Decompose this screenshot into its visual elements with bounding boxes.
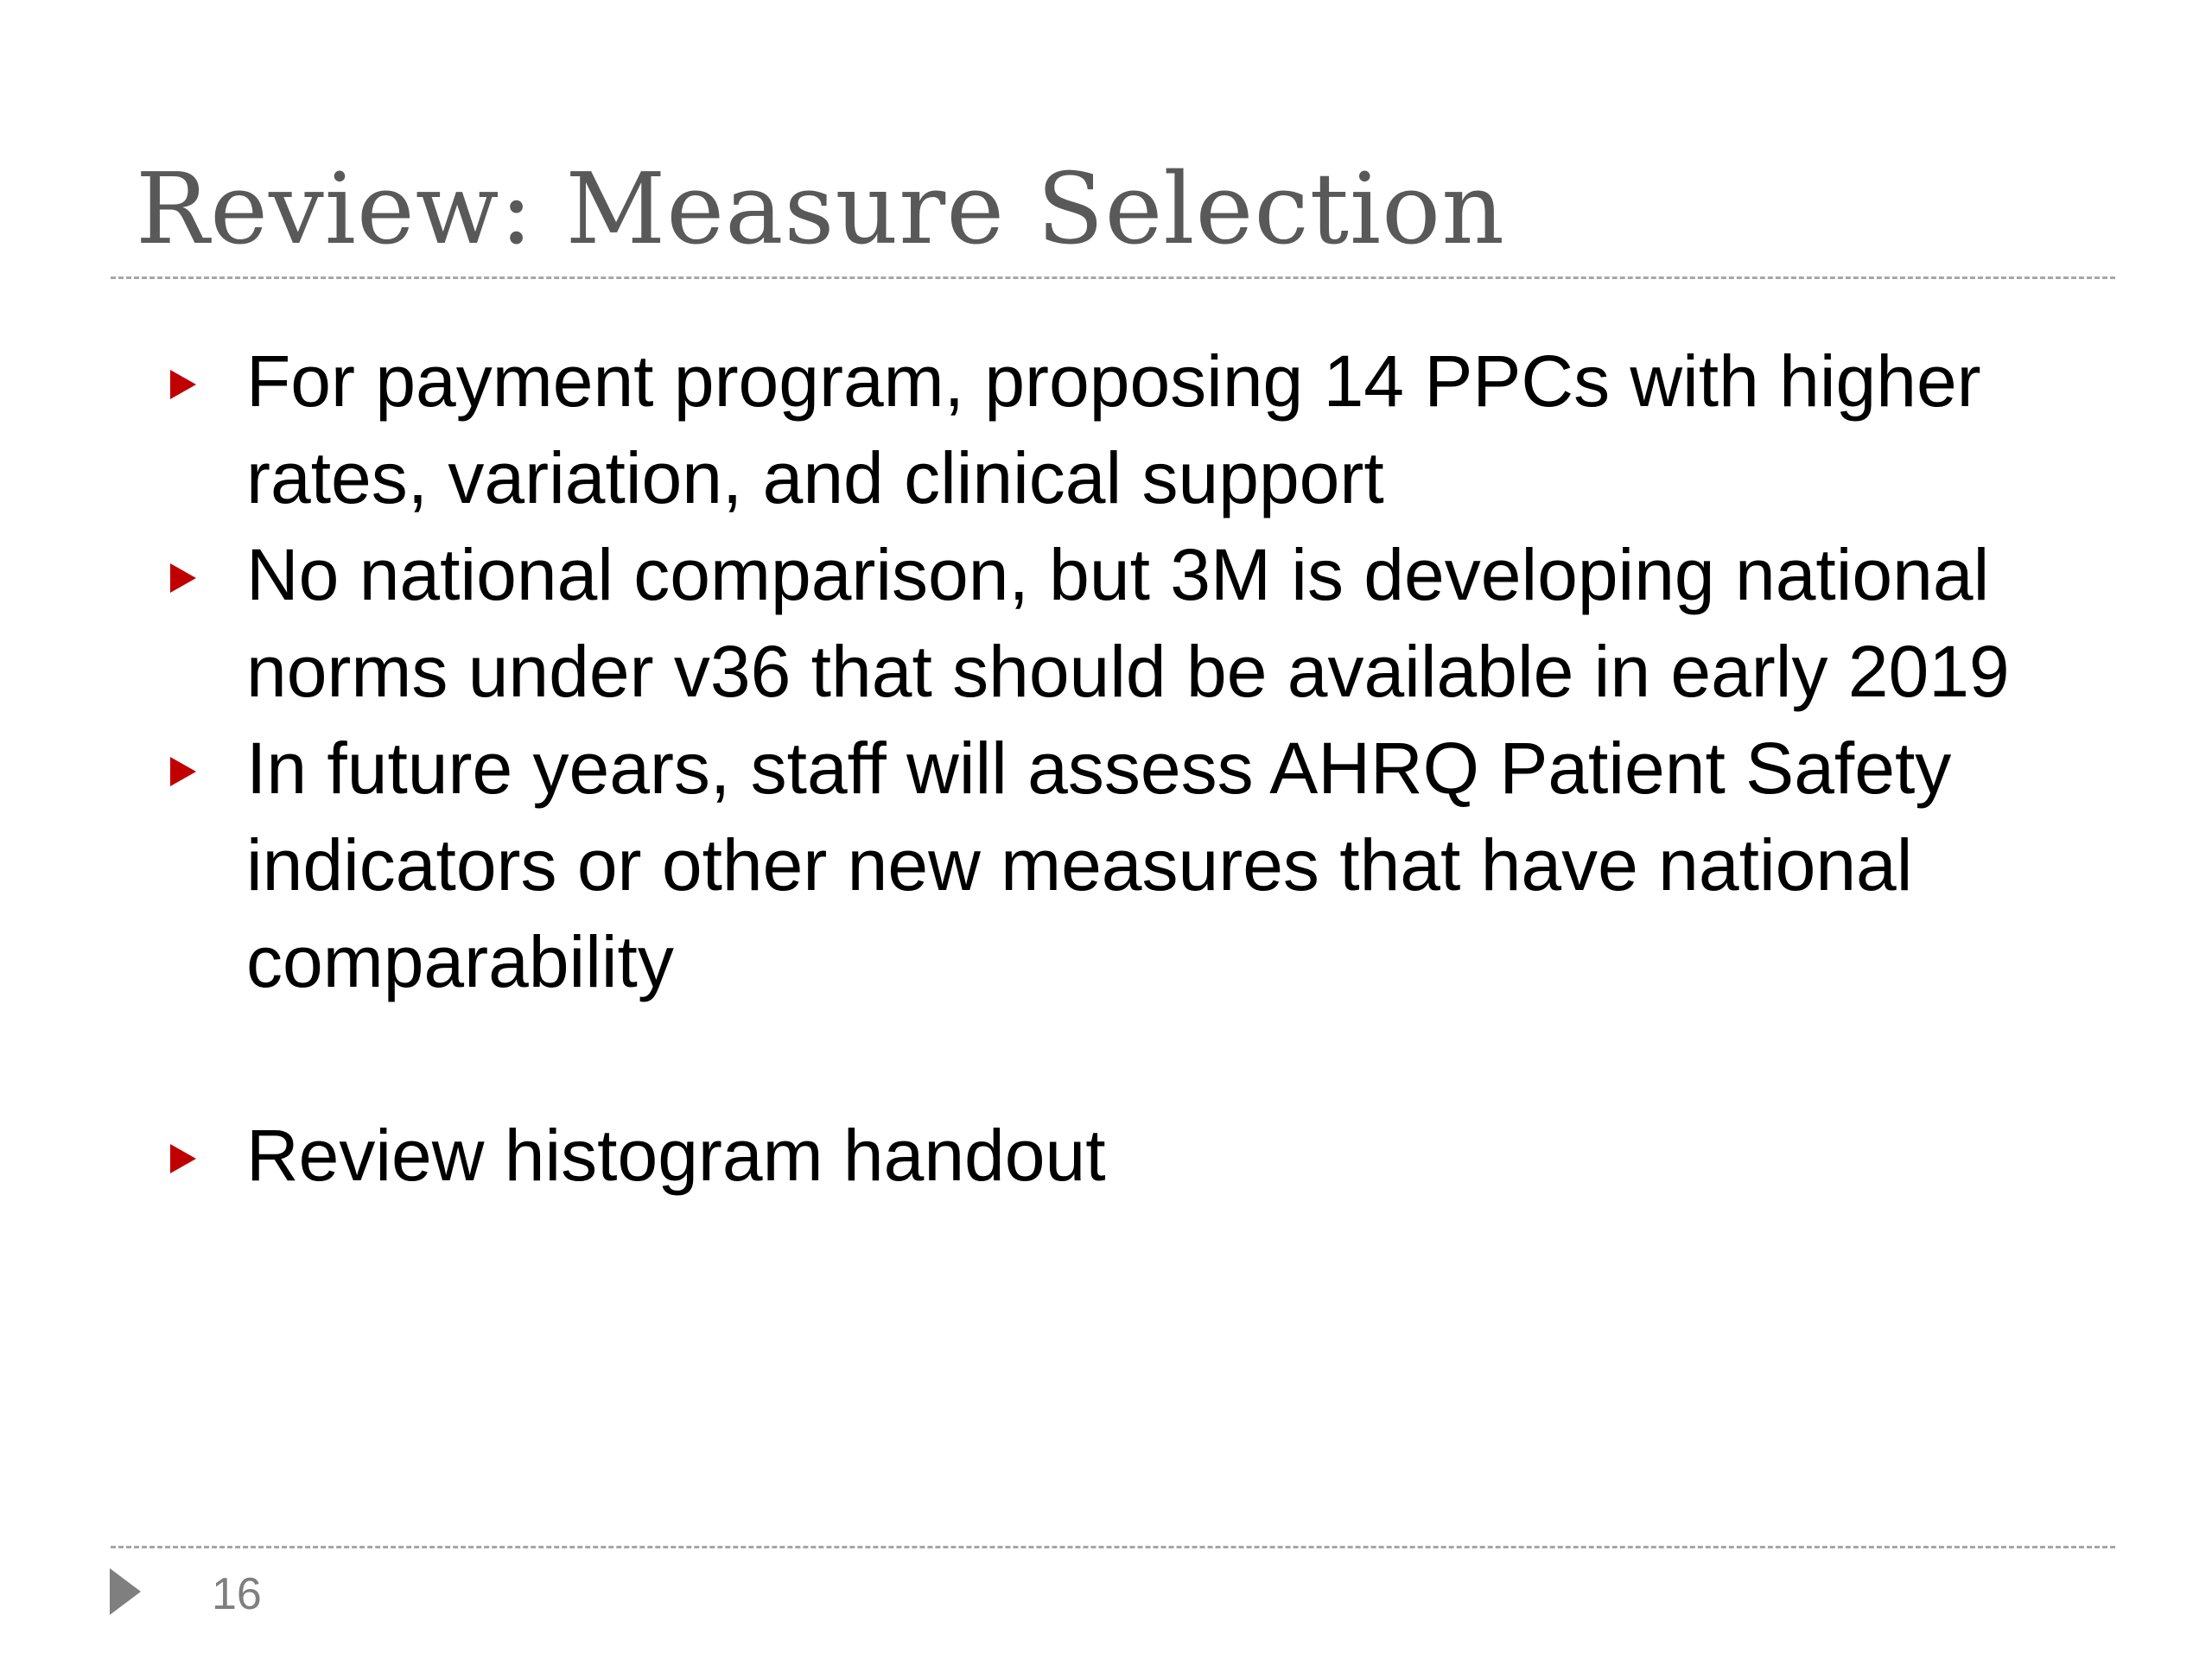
bullet-text: No national comparison, but 3M is developing national norms under v36 that should be available in early 2019: [246, 534, 2010, 712]
bullet-item: [0, 526, 2212, 720]
footer-divider: [111, 1546, 2115, 1548]
bullet-text: In future years, staff will assess AHRQ Patient Safety indicators or other new measures that have national comparability: [246, 728, 1952, 1002]
bullet-list: [0, 333, 2212, 1204]
gray-triangle-icon: [110, 1568, 141, 1615]
bullet-text: For payment program, proposing 14 PPCs with higher rates, variation, and clinical support: [246, 340, 1981, 518]
page-number: 16: [212, 1569, 262, 1619]
bullet-item: [0, 720, 2212, 1010]
title-divider: [111, 276, 2115, 279]
red-triangle-bullet-icon: [170, 370, 196, 399]
red-triangle-bullet-icon: [170, 563, 196, 593]
red-triangle-bullet-icon: [170, 757, 196, 786]
slide-title: Review: Measure Selection: [136, 152, 1505, 266]
bullet-item: [0, 333, 2212, 526]
bullet-item: [0, 1107, 2212, 1204]
red-triangle-bullet-icon: [170, 1144, 196, 1173]
bullet-text: Review histogram handout: [246, 1115, 1106, 1196]
